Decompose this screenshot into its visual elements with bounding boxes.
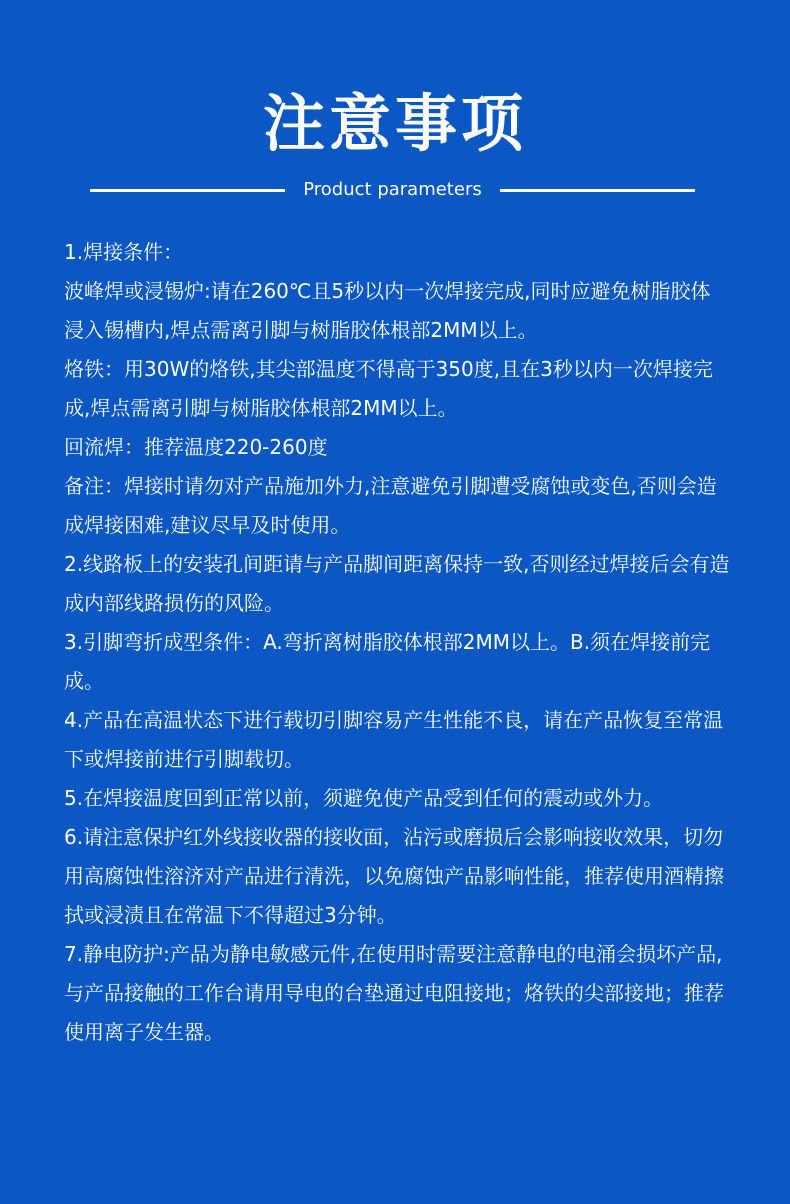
notice-item-2: 2.线路板上的安装孔间距请与产品脚间距离保持一致,否则经过焊接后会有造成内部线路损伤的风险。 (64, 552, 730, 615)
page-title: 注意事项 (262, 87, 527, 160)
title-divider (90, 176, 695, 204)
notice-item-4: 4.产品在高温状态下进行载切引脚容易产生性能不良，请在产品恢复至常温下或焊接前进行引脚载切。 (64, 708, 724, 771)
notice-remark: 备注：焊接时请勿对产品施加外力,注意避免引脚遭受腐蚀或变色,否则会造成焊接困难,建议尽早及时使用。 (64, 474, 717, 537)
notice-item-6: 6.请注意保护红外线接收器的接收面，沾污或磨损后会影响接收效果，切勿用高腐蚀性溶济对产品进行清洗，以免腐蚀产品影响性能，推荐使用酒精擦拭或浸渍且在常温下不得超过3分钟。 (64, 825, 724, 927)
notice-item-3: 3.引脚弯折成型条件：A.弯折离树脂胶体根部2MM以上。B.须在焊接前完成。 (64, 630, 711, 693)
divider-line-left (90, 189, 285, 192)
notice-content (64, 233, 730, 1052)
divider-line-right (500, 189, 695, 192)
notice-wave-soldering: 波峰焊或浸锡炉:请在260℃且5秒以内一次焊接完成,同时应避免树脂胶体浸入锡槽内,焊点需离引脚与树脂胶体根部2MM以上。 (64, 279, 711, 342)
page-subtitle: Product parameters (303, 179, 482, 200)
notice-item-7: 7.静电防护:产品为静电敏感元件,在使用时需要注意静电的电涌会损坏产品,与产品接触的工作台请用导电的台垫通过电阻接地；烙铁的尖部接地；推荐使用离子发生器。 (64, 942, 724, 1044)
notice-item-1-heading: 1.焊接条件： (64, 240, 184, 264)
notice-item-5: 5.在焊接温度回到正常以前，须避免使产品受到任何的震动或外力。 (64, 786, 664, 810)
notice-soldering-iron: 烙铁：用30W的烙铁,其尖部温度不得高于350度,且在3秒以内一次焊接完成,焊点需离引脚与树脂胶体根部2MM以上。 (64, 357, 713, 420)
notice-reflow: 回流焊：推荐温度220-260度 (64, 435, 328, 459)
